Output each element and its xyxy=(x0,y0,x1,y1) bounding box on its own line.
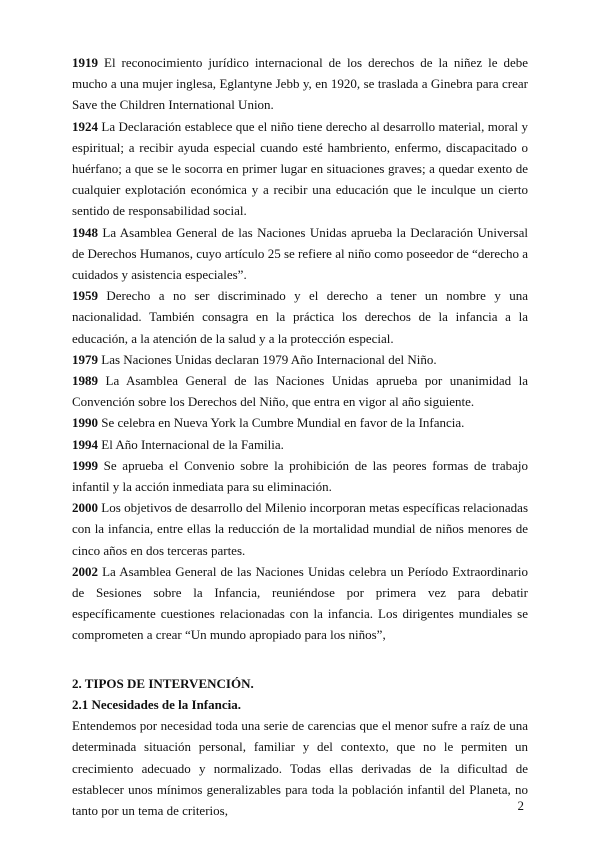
timeline-entry xyxy=(72,52,528,116)
entry-text: La Asamblea General de las Naciones Unidas celebra un Período Extraordinario de Sesiones sobre la Infancia, reuniéndose por primera vez para debatir específicamente cuestiones relacionadas con la infancia. Los dirigentes mundiales se comprometen a crear “Un mundo apropiado para los niños”, xyxy=(72,563,528,643)
entry-year: 1990 xyxy=(72,415,98,431)
timeline-list xyxy=(72,52,528,646)
timeline-entry xyxy=(72,561,528,646)
timeline-entry xyxy=(72,222,528,286)
entry-year: 1924 xyxy=(72,118,98,134)
entry-year: 1999 xyxy=(72,457,98,473)
entry-year: 2000 xyxy=(72,500,98,516)
entry-text: El reconocimiento jurídico internacional de los derechos de la niñez le debe mucho a una mujer inglesa, Eglantyne Jebb y, en 1920, se traslada a Ginebra para crear Save the Children International Union. xyxy=(72,55,528,113)
timeline-entry xyxy=(72,116,528,222)
entry-year: 1948 xyxy=(72,224,98,240)
entry-text: La Asamblea General de las Naciones Unidas aprueba la Declaración Universal de Derechos Humanos, cuyo artículo 25 se refiere al niño como poseedor de “derecho a cuidados y asistencia especiales”. xyxy=(72,224,528,283)
entry-text: El Año Internacional de la Familia. xyxy=(101,436,284,452)
body-paragraph: Entendemos por necesidad toda una serie de carencias que el menor sufre a raíz de una determinada situación personal, familiar y del contexto, que no le permiten un crecimiento adecuado y normalizado. Todas ellas derivadas de la dificultad de establecer unos mínimos generalizables para toda la población infantil del Planeta, no tanto por un tema de criterios, xyxy=(72,718,528,818)
entry-text: La Declaración establece que el niño tiene derecho al desarrollo material, moral y espiritual; a recibir ayuda especial cuando esté hambriento, enfermo, discapacitado o huérfano; a que se le socorra en primer lugar en situaciones graves; a quedar exento de cualquier explotación económica y a recibir una educación que le inculque un cierto sentido de responsabilidad social. xyxy=(72,118,529,219)
timeline-entry xyxy=(72,455,528,497)
timeline-entry xyxy=(72,497,528,561)
entry-year: 1994 xyxy=(72,436,98,452)
entry-year: 1989 xyxy=(72,373,98,389)
timeline-entry xyxy=(72,434,528,455)
entry-text: Derecho a no ser discriminado y el derecho a tener un nombre y una nacionalidad. También consagra en la práctica los derechos de la infancia a la educación, a la atención de la salud y a la protección especial. xyxy=(72,288,528,346)
subsection-title: 2.1 Necesidades de la Infancia. xyxy=(72,696,241,712)
timeline-entry xyxy=(72,285,528,349)
entry-text: Los objetivos de desarrollo del Milenio incorporan metas específicas relacionadas con la infancia, entre ellas la reducción de la mortalidad mundial de niños menores de cinco años en dos terceras partes. xyxy=(72,500,529,558)
entry-year: 1979 xyxy=(72,351,98,367)
page-number: 2 xyxy=(517,798,524,813)
timeline-entry xyxy=(72,349,528,370)
entry-text: Se celebra en Nueva York la Cumbre Mundial en favor de la Infancia. xyxy=(101,415,465,431)
entry-text: Las Naciones Unidas declaran 1979 Año Internacional del Niño. xyxy=(101,351,437,367)
entry-year: 1959 xyxy=(72,288,98,304)
entry-text: La Asamblea General de las Naciones Unidas aprueba por unanimidad la Convención sobre los Derechos del Niño, que entra en vigor al año siguiente. xyxy=(72,373,529,410)
timeline-entry xyxy=(72,412,528,433)
entry-year: 1919 xyxy=(72,55,98,70)
entry-text: Se aprueba el Convenio sobre la prohibición de las peores formas de trabajo infantil y la acción inmediata para su eliminación. xyxy=(72,457,529,495)
section-title: 2. TIPOS DE INTERVENCIÓN. xyxy=(72,675,254,691)
entry-year: 2002 xyxy=(72,563,98,579)
page-content xyxy=(72,52,528,821)
timeline-entry xyxy=(72,370,528,412)
